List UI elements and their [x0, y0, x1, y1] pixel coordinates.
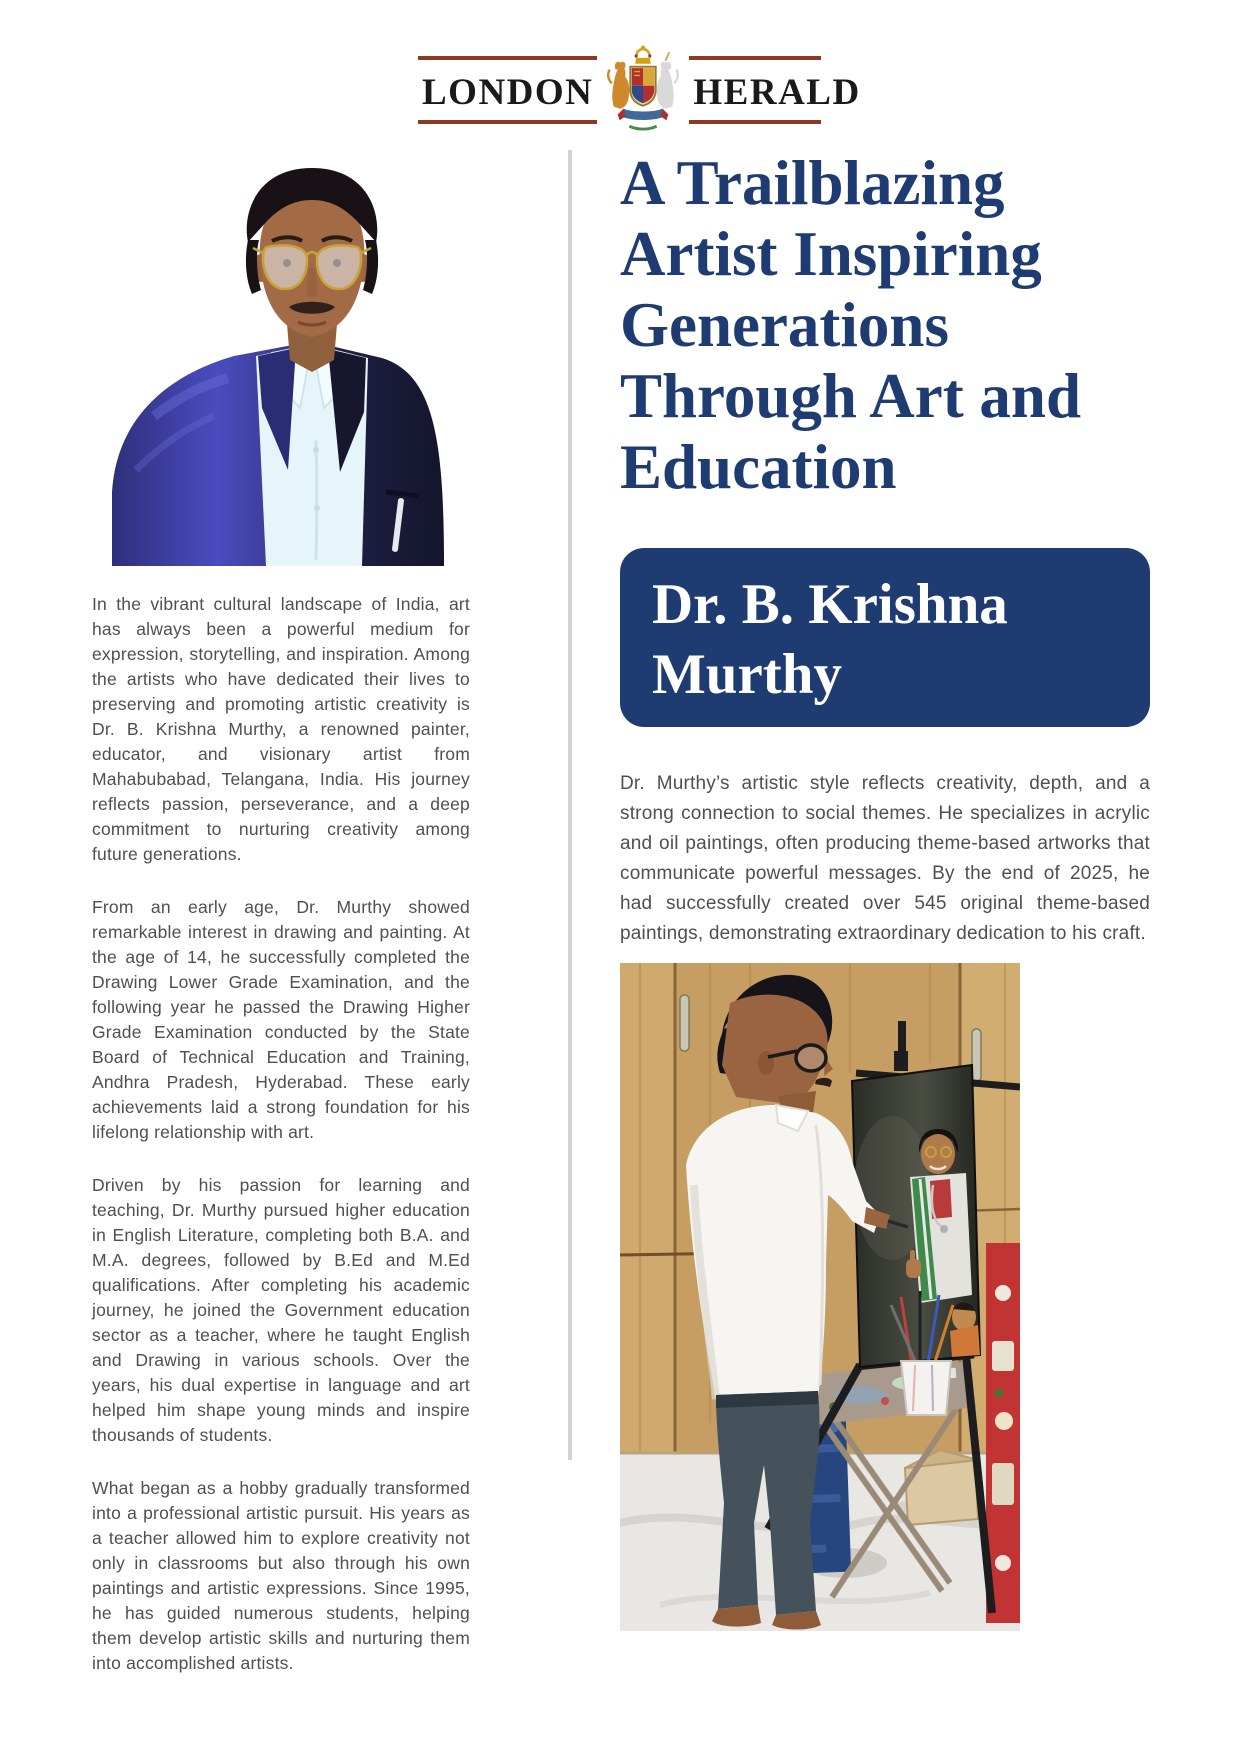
right-column: [620, 140, 1150, 1631]
painting-photo: [620, 963, 1150, 1631]
intro-paragraph-3: Driven by his passion for learning and teaching, Dr. Murthy pursued higher education in English Literature, completing both B.A. and M.A. degrees, followed by B.Ed and M.Ed qualifications. After completing his academic journey, he joined the Government education sector as a teacher, where he taught English and Drawing in various schools. Over the years, his dual expertise in language and art helped him shape young minds and inspire thousands of students.: [92, 1175, 470, 1445]
masthead-row: [418, 45, 861, 140]
headline-line: A Trailblazing: [620, 148, 1005, 218]
masthead-title-herald: HERALD: [689, 74, 864, 111]
name-box-line: Murthy: [652, 643, 842, 706]
headline-line: Artist Inspiring: [620, 219, 1042, 289]
intro-paragraph-2: From an early age, Dr. Murthy showed remarkable interest in drawing and painting. At the age of 14, he successfully completed the Drawing Lower Grade Examination, and the following year he passed the Drawing Higher Grade Examination conducted by the State Board of Technical Education and Training, Andhra Pradesh, Hyderabad. These early achievements laid a strong foundation for his lifelong relationship with art.: [92, 897, 470, 1142]
intro-paragraph-1: In the vibrant cultural landscape of India, art has always been a powerful medium for expression, storytelling, and inspiration. Among the artists who have dedicated their lives to preserving and promoting artistic creativity is Dr. B. Krishna Murthy, a renowned painter, educator, and visionary artist from Mahabubabad, Telangana, India. His journey reflects passion, perseverance, and a deep commitment to nurturing creativity among future generations.: [92, 594, 470, 864]
masthead-title-london: LONDON: [418, 74, 597, 111]
style-paragraph: Dr. Murthy’s artistic style reflects creativity, depth, and a strong connection to social themes. He specializes in acrylic and oil paintings, often producing theme-based artworks that communicate powerful messages. By the end of 2025, he had successfully created over 545 original theme-based paintings, demonstrating extraordinary dedication to his craft.: [620, 773, 1150, 944]
name-box: [620, 548, 1150, 727]
headline-line: Education: [620, 432, 897, 502]
headline-line: Through Art and: [620, 361, 1081, 431]
left-column: [92, 140, 470, 1676]
headline: [620, 140, 1150, 503]
column-divider: [568, 150, 572, 1460]
masthead: [418, 45, 861, 140]
name-box-line: Dr. B. Krishna: [652, 573, 1008, 636]
portrait-photo: [94, 140, 470, 566]
intro-paragraph-4: What began as a hobby gradually transformed into a professional artistic pursuit. His years as a teacher allowed him to explore creativity not only in classrooms but also through his own paintings and artistic expressions. Since 1995, he has guided numerous students, helping them develop artistic skills and nurturing them into accomplished artists.: [92, 1478, 470, 1673]
royal-crest-icon: [597, 44, 689, 142]
headline-line: Generations: [620, 290, 949, 360]
